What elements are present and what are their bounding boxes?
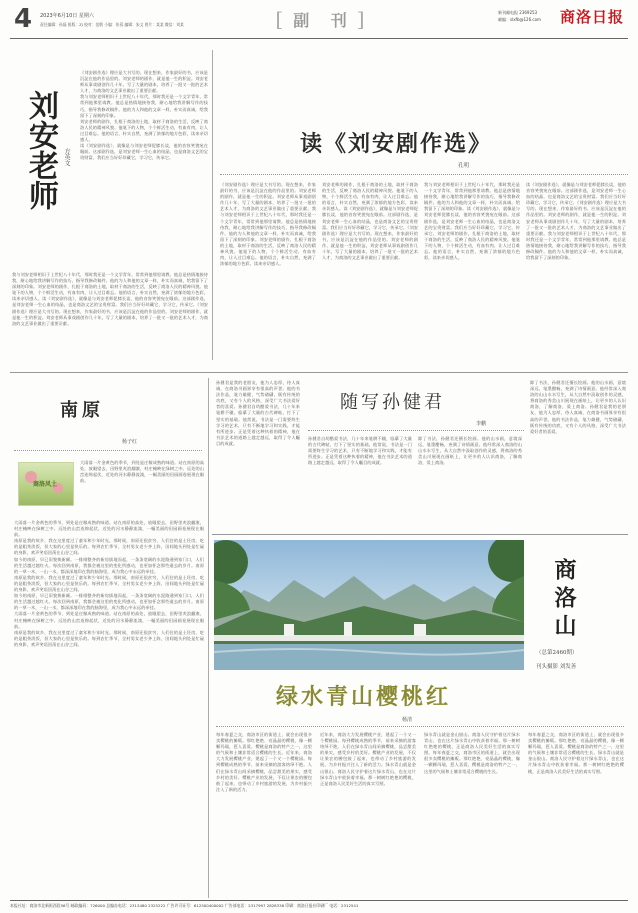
article-2-title: 南原 [60,400,104,421]
side-title: 刘安老师 [23,90,58,210]
article-1-divider [212,50,213,360]
photo-vertical-title: 商洛山 [551,558,576,642]
intro-text: 《刘安剧作选》理应是大书写的。现在想来，作家最好的书，应该是沉淀在他的作品里的。刘安老师的剧作，就是他一生的积淀。刘安老师从事戏剧创作几十年，写了大量的剧本，培养了一批又一批的艺术人才，为商洛的文艺事业做出了重要贡献。 我与刘安老师相识于上世纪八十年代，那时我还是一个文学青年，常常到他那里请教。他总是热情地接待我，耐心地给我讲解写作的技巧，指导我修改稿件。他的为人和他的文章一样，朴实而真诚，给我留下了深刻的印象。 刘安老师的剧作，扎根于商洛的土地，取材于商洛的生活，反映了商洛人民的精神风貌。他笔下的人物，个个鲜活生动，有血有肉，让人过目难忘。他的语言，朴实自然，充满了浓郁的地方色彩，读来亲切感人。 读《刘安剧作选》，就像是与刘安老师促膝长谈，他的音容笑貌宛在眼前。这部剧作选，是刘安老师一生心血的结晶，也是商洛文艺的宝贵财富。我们应当好好珍藏它，学习它，传承它。 [80,70,208,161]
article-2-underline [14,450,202,451]
section-label: 副 刊 [293,10,355,30]
photo-caption: （总第2460期） [536,650,578,656]
section-title: [ 副 刊 ] [275,7,365,31]
article-4-col-4: 每年春夏之交，商洛市区的街道上，就会出现很多卖樱桃的摊贩。那红艳艳、亮晶晶的樱桃，像一颗颗玛瑙，惹人喜爱。樱桃是商洛的特产之一，这里的气候和土壤非常适合樱桃的生长。绿水青山就是金山银山。商洛人民守护着这片绿水青山，也在这片绿水青山中收获着幸福。那一树树红艳艳的樱桃，正是商洛人民美好生活的真实写照。 [528,732,624,774]
issue-line-1: 新刊邮电报 2369253 [498,10,538,15]
title-underline [220,174,628,175]
masthead: 商洛日报 [560,8,625,26]
badge-label: 商洛风土 [33,481,58,488]
footer-rule [10,900,628,901]
landscape-photo [214,540,524,670]
issue-date: 2023年6月10日 星期六 [40,13,94,19]
landscape-illustration [214,540,524,670]
article-1-col-2: 刘安老师的剧作，扎根于商洛的土地，取材于商洛的生活，反映了商洛人民的精神风貌。他笔下的人物，个个鲜活生动，有血有肉，让人过目难忘。他的语言，朴实自然，充满了浓郁的地方色彩，读来亲切感人。读《刘安剧作选》，就像是与刘安老师促膝长谈，他的音容笑貌宛在眼前。这部剧作选，是刘安老师一生心血的结晶，也是商洛文艺的宝贵财富。我们应当好好珍藏它，学习它，传承它。《刘安剧作选》理应是大书写的。现在想来，作家最好的书，应该是沉淀在他的作品里的。刘安老师的剧作，就是他一生的积淀。刘安老师从事戏剧创作几十年，写了大量的剧本，培养了一批又一批的艺术人才，为商洛的文艺事业做出了重要贡献。 [322,182,418,261]
article-2-badge [18,462,74,506]
article-3-col-1: 孙健君是我的老朋友，他为人忠厚，待人真诚，在商洛书画界享有很高的声誉。他的书法作品，笔力雄健，气势磅礴，既有传统的功底，又有个人的风格，深受广大书法爱好者的喜爱。孙健君自幼酷爱书法，几十年来笔耕不辍，临摹了大量的古代碑帖，打下了坚实的基础。他常说，书法是一门需要终生学习的艺术，只有不断地学习和实践，才能有所进步。正是凭着这种执着的精神，他在书法艺术的道路上越走越远，取得了令人瞩目的成就。 [216,380,300,446]
article-3-col-4: 除了书法，孙健君还擅长绘画。他的山水画，意境深远，笔墨酣畅，充满了诗情画意。他经常深入商洛的山山水水写生，从大自然中汲取创作的灵感，将商洛的秀美山川展现在画纸上，让更多的人认识商洛，了解商洛，爱上商洛。孙健君是我的老朋友，他为人忠厚，待人真诚，在商洛书画界享有很高的声誉。他的书法作品，笔力雄健，气势磅礴，既有传统的功底，又有个人的风格，深受广大书法爱好者的喜爱。 [530,380,626,434]
article-1-title: 读《刘安剧作选》 [300,132,493,157]
article-4-col-2: 近年来，商洛大力发展樱桃产业，建起了一个又一个樱桃园。每到樱桃成熟的季节，前来采摘的游客络绎不绝。人们在绿水青山间采摘樱桃，品尝甜美的果实，感受乡村的美好。樱桃产业的发展，不仅让果农的腰包鼓了起来，也带动了乡村旅游的发展，为乡村振兴注入了新的活力。绿水青山就是金山银山。商洛人民守护着这片绿水青山，也在这片绿水青山中收获着幸福。那一树树红艳艳的樱桃，正是商洛人民美好生活的真实写照。 [320,732,416,786]
article-1-left-bottom: 我与刘安老师相识于上世纪八十年代，那时我还是一个文学青年，常常到他那里请教。他总是热情地接待我，耐心地给我讲解写作的技巧，指导我修改稿件。他的为人和他的文章一样，朴实而真诚，给我留下了深刻的印象。刘安老师的剧作，扎根于商洛的土地，取材于商洛的生活，反映了商洛人民的精神风貌。他笔下的人物，个个鲜活生动，有血有肉，让人过目难忘。他的语言，朴实自然，充满了浓郁的地方色彩，读来亲切感人。读《刘安剧作选》，就像是与刘安老师促膝长谈，他的音容笑貌宛在眼前。这部剧作选，是刘安老师一生心血的结晶，也是商洛文艺的宝贵财富。我们应当好好珍藏它，学习它，传承它。《刘安剧作选》理应是大书写的。现在想来，作家最好的书，应该是沉淀在他的作品里的。刘安老师的剧作，就是他一生的积淀。刘安老师从事戏剧创作几十年，写了大量的剧本，培养了一批又一批的艺术人才，为商洛的文艺事业做出了重要贡献。 [12,272,208,326]
column-divider [208,378,209,898]
article-1-col-4: 读《刘安剧作选》，就像是与刘安老师促膝长谈，他的音容笑貌宛在眼前。这部剧作选，是刘安老师一生心血的结晶，也是商洛文艺的宝贵财富。我们应当好好珍藏它，学习它，传承它。《刘安剧作选》理应是大书写的。现在想来，作家最好的书，应该是沉淀在他的作品里的。刘安老师的剧作，就是他一生的积淀。刘安老师从事戏剧创作几十年，写了大量的剧本，培养了一批又一批的艺术人才，为商洛的文艺事业做出了重要贡献。我与刘安老师相识于上世纪八十年代，那时我还是一个文学青年，常常到他那里请教。他总是热情地接待我，耐心地给我讲解写作的技巧，指导我修改稿件。他的为人和他的文章一样，朴实而真诚，给我留下了深刻的印象。 [526,182,626,261]
article-4-col-1: 每年春夏之交，商洛市区的街道上，就会出现很多卖樱桃的摊贩。那红艳艳、亮晶晶的樱桃，像一颗颗玛瑙，惹人喜爱。樱桃是商洛的特产之一，这里的气候和土壤非常适合樱桃的生长。近年来，商洛大力发展樱桃产业，建起了一个又一个樱桃园。每到樱桃成熟的季节，前来采摘的游客络绎不绝。人们在绿水青山间采摘樱桃，品尝甜美的果实，感受乡村的美好。樱桃产业的发展，不仅让果农的腰包鼓了起来，也带动了乡村旅游的发展，为乡村振兴注入了新的活力。 [216,732,312,792]
article-4-underline [216,726,624,727]
article-2-col-top: 大雨落一片金黄色的季节，到处是庄稼成熟的味道。站在南原的高处，放眼望去，田野里麦浪翻滚，村庄掩映在绿树之中。远处的山峦连绵起伏，近处的河水静静流淌，一幅美丽的田园画卷展现在眼前。 [80,460,204,484]
header-rule [10,38,628,39]
photo-credit: 刊头摄影 刘发善 [536,664,577,670]
issue-line-2: 邮编：slxfb@126.com [498,17,541,22]
page-number: 4 [14,4,33,34]
footer-text: 本报社址：商洛市北新街西段56号 邮政编码：726000 总编办电话：2313480 2325222 广告许可证号：612500400002 广告部电话：2317997 2828336 印刷：商洛日报社印刷厂 电话：2312541 [10,903,359,908]
article-3-col-2: 孙健君自幼酷爱书法，几十年来笔耕不辍，临摹了大量的古代碑帖，打下了坚实的基础。他常说，书法是一门需要终生学习的艺术，只有不断地学习和实践，才能有所进步。正是凭着这种执着的精神，他在书法艺术的道路上越走越远，取得了令人瞩目的成就。 [308,436,412,466]
article-2-author: 杨子红 [122,439,138,445]
article-4-title: 绿水青山樱桃红 [276,685,452,710]
article-4-author: 杨清 [402,717,413,723]
side-author: 方英文 [63,148,70,166]
editor-line: 责任编辑：孙磊 排版：ZJ 校对：范敬 小编：张蓉 编辑：朱文 图片：某某 微信：刘某 [40,22,184,27]
article-1-col-1: 《刘安剧作选》理应是大书写的。现在想来，作家最好的书，应该是沉淀在他的作品里的。刘安老师的剧作，就是他一生的积淀。刘安老师从事戏剧创作几十年，写了大量的剧本，培养了一批又一批的艺术人才，为商洛的文艺事业做出了重要贡献。我与刘安老师相识于上世纪八十年代，那时我还是一个文学青年，常常到他那里请教。他总是热情地接待我，耐心地给我讲解写作的技巧，指导我修改稿件。他的为人和他的文章一样，朴实而真诚，给我留下了深刻的印象。刘安老师的剧作，扎根于商洛的土地，取材于商洛的生活，反映了商洛人民的精神风貌。他笔下的人物，个个鲜活生动，有血有肉，让人过目难忘。他的语言，朴实自然，充满了浓郁的地方色彩，读来亲切感人。 [220,182,316,267]
article-3-col-3: 除了书法，孙健君还擅长绘画。他的山水画，意境深远，笔墨酣畅，充满了诗情画意。他经常深入商洛的山山水水写生，从大自然中汲取创作的灵感，将商洛的秀美山川展现在画纸上，让更多的人认识商洛，了解商洛，爱上商洛。 [418,436,522,466]
article-4-col-3: 绿水青山就是金山银山。商洛人民守护着这片绿水青山，也在这片绿水青山中收获着幸福。那一树树红艳艳的樱桃，正是商洛人民美好生活的真实写照。每年春夏之交，商洛市区的街道上，就会出现很多卖樱桃的摊贩。那红艳艳、亮晶晶的樱桃，像一颗颗玛瑙，惹人喜爱。樱桃是商洛的特产之一，这里的气候和土壤非常适合樱桃的生长。 [424,732,520,774]
article-1-author: 孔明 [458,163,470,169]
article-3-underline [308,430,524,431]
article-2-col-body: 大雨落一片金黄色的季节，到处是庄稼成熟的味道。站在南原的高处，放眼望去，田野里麦浪翻滚，村庄掩映在绿树之中。远处的山峦连绵起伏，近处的河水静静流淌，一幅美丽的田园画卷展现在眼前。 南原是我的故乡，我在这里度过了童年和少年时光。那时候，南原还很贫穷，人们住的是土坯房，吃的是粗茶淡饭，但大家的心里是快乐的。每到农忙季节，全村男女老少齐上阵，田间地头到处是忙碌的身影，欢声笑语回荡在山谷之间。 如今的南原，早已旧貌换新颜。一排排整齐的新房拔地而起，一条条宽阔的水泥路通到家门口，人们的生活越过越红火。每次回到南原，我都会被这里的变化所感动，也更加怀念那些逝去的岁月。南原的一草一木，一山一水，都深深地印在我的脑海里，成为我心中永远的牵挂。 南原是我的故乡，我在这里度过了童年和少年时光。那时候，南原还很贫穷，人们住的是土坯房，吃的是粗茶淡饭，但大家的心里是快乐的。每到农忙季节，全村男女老少齐上阵，田间地头到处是忙碌的身影，欢声笑语回荡在山谷之间。 如今的南原，早已旧貌换新颜。一排排整齐的新房拔地而起，一条条宽阔的水泥路通到家门口，人们的生活越过越红火。每次回到南原，我都会被这里的变化所感动，也更加怀念那些逝去的岁月。南原的一草一木，一山一水，都深深地印在我的脑海里，成为我心中永远的牵挂。 大雨落一片金黄色的季节，到处是庄稼成熟的味道。站在南原的高处，放眼望去，田野里麦浪翻滚，村庄掩映在绿树之中。远处的山峦连绵起伏，近处的河水静静流淌，一幅美丽的田园画卷展现在眼前。 南原是我的故乡，我在这里度过了童年和少年时光。那时候，南原还很贫穷，人们住的是土坯房，吃的是粗茶淡饭，但大家的心里是快乐的。每到农忙季节，全村男女老少齐上阵，田间地头到处是忙碌的身影，欢声笑语回荡在山谷之间。 [14,520,204,647]
row-rule-2 [212,534,628,535]
article-1 [10,40,628,370]
article-2 [10,374,206,900]
article-3 [212,374,628,532]
row-rule-1 [10,372,628,373]
article-4 [212,676,628,898]
article-1-col-3: 我与刘安老师相识于上世纪八十年代，那时我还是一个文学青年，常常到他那里请教。他总是热情地接待我，耐心地给我讲解写作的技巧，指导我修改稿件。他的为人和他的文章一样，朴实而真诚，给我留下了深刻的印象。读《刘安剧作选》，就像是与刘安老师促膝长谈，他的音容笑貌宛在眼前。这部剧作选，是刘安老师一生心血的结晶，也是商洛文艺的宝贵财富。我们应当好好珍藏它，学习它，传承它。刘安老师的剧作，扎根于商洛的土地，取材于商洛的生活，反映了商洛人民的精神风貌。他笔下的人物，个个鲜活生动，有血有肉，让人过目难忘。他的语言，朴实自然，充满了浓郁的地方色彩，读来亲切感人。 [424,182,520,261]
article-3-author: 李鹏 [476,421,487,427]
page-header [0,0,638,40]
article-3-title: 随写孙健君 [340,392,445,413]
